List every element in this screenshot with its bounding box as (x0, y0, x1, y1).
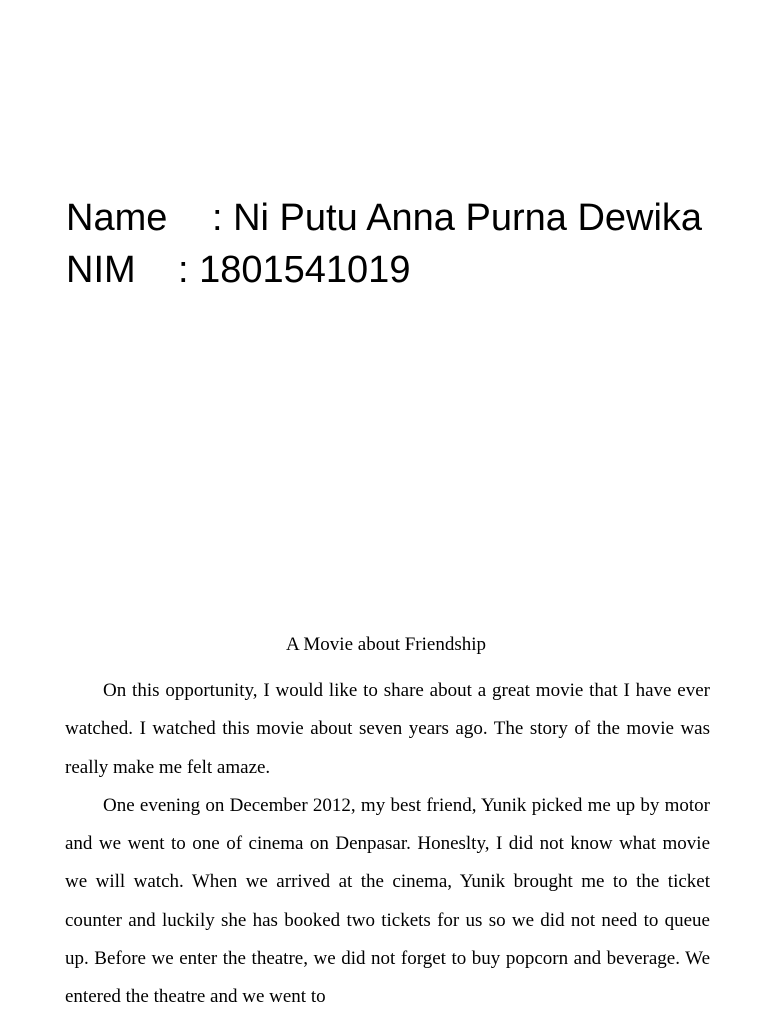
nim-label: NIM (66, 249, 136, 291)
essay-paragraph: On this opportunity, I would like to share about a great movie that I have ever watched. I watched this movie about seven years ago. The story of the movie was really make me felt amaze. (65, 680, 710, 778)
name-label: Name (66, 197, 168, 239)
name-line (66, 192, 702, 244)
essay-title: A Movie about Friendship (285, 634, 487, 655)
essay-body (65, 672, 710, 1017)
nim-value: : 1801541019 (178, 249, 411, 291)
essay-paragraph: One evening on December 2012, my best friend, Yunik picked me up by motor and we went to one of cinema on Denpasar. Honeslty, I did not know what movie we will watch. When we arrived at the cinema, Yunik brought me to the ticket counter and luckily she has booked two tickets for us so we did not need to queue up. Before we enter the theatre, we did not forget to buy popcorn and beverage. We entered the theatre and we went to (65, 794, 710, 1008)
name-value: : Ni Putu Anna Purna Dewika (212, 197, 703, 239)
student-info (66, 192, 702, 296)
nim-line (66, 244, 702, 296)
